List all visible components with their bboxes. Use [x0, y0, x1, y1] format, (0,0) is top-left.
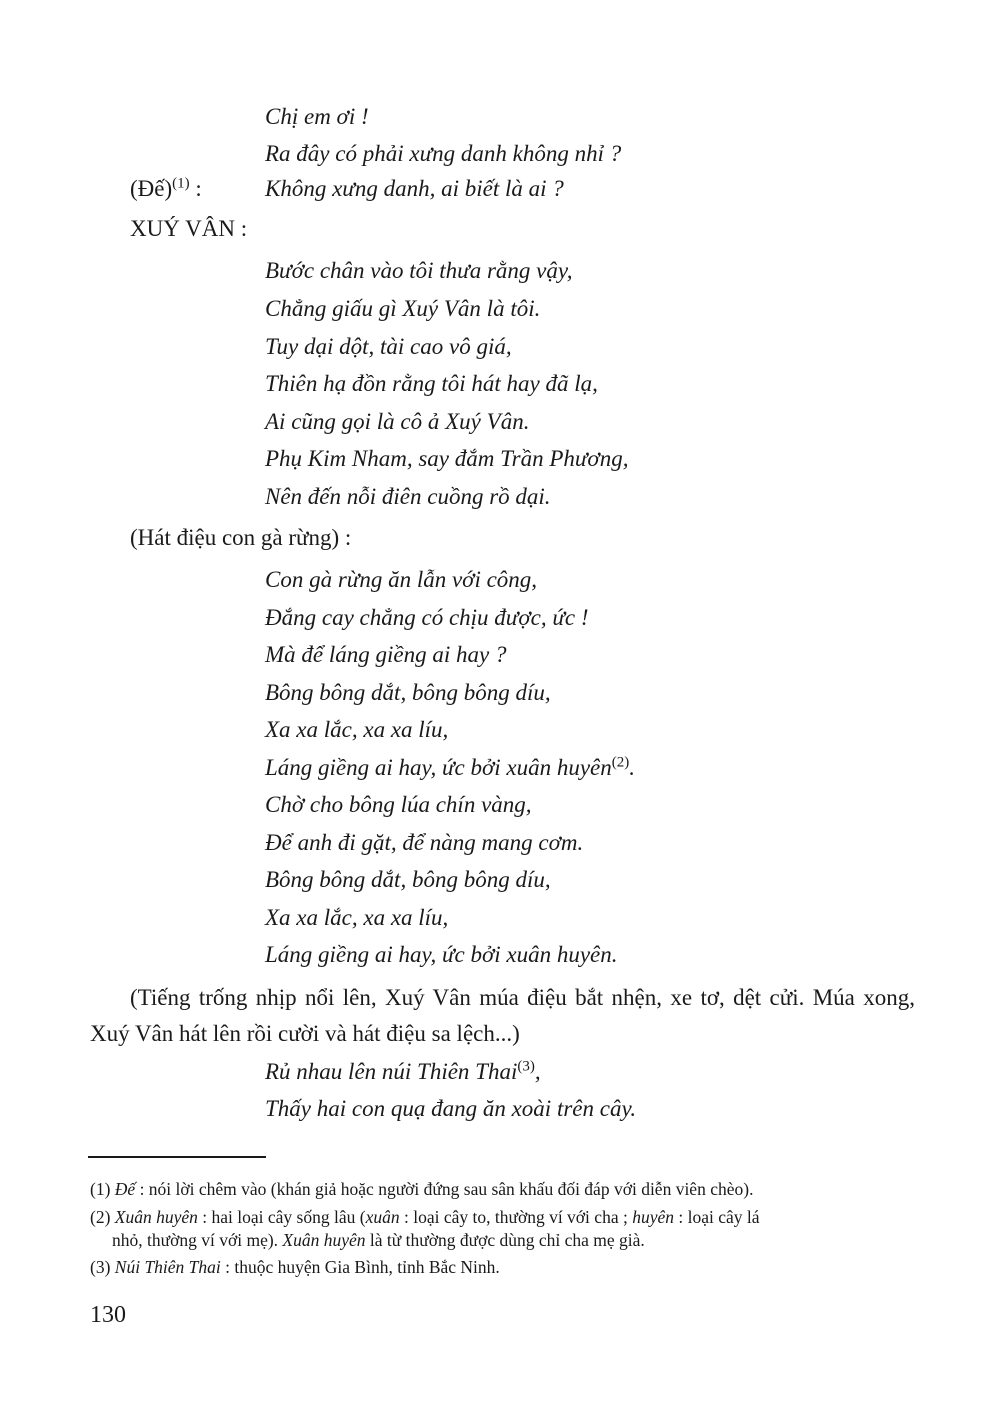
verse-line: Phụ Kim Nham, say đắm Trần Phương, [265, 446, 629, 471]
verse-line: Chờ cho bông lúa chín vàng, [265, 792, 532, 817]
footnote-1: (1) Đế : nói lời chêm vào (khán giả hoặc người đứng sau sân khấu đối đáp với diễn viên chèo). [90, 1179, 754, 1199]
verse-line: Không xưng danh, ai biết là ai ? [265, 176, 564, 201]
verse-line: Thấy hai con quạ đang ăn xoài trên cây. [265, 1096, 637, 1121]
speaker-xuy-van: XUÝ VÂN : [130, 216, 248, 241]
footnote-2: (2) Xuân huyên : hai loại cây sống lâu (xuân : loại cây to, thường ví với cha ; huyên : loại cây lá nhỏ, thường ví với mẹ). Xuân huyên là từ thường được dùng chỉ cha mẹ già. [90, 1207, 760, 1250]
verse-line: Ai cũng gọi là cô ả Xuý Vân. [265, 409, 530, 434]
verse-line: Con gà rừng ăn lẫn với công, [265, 567, 538, 592]
verse-line: Chị em ơi ! [265, 104, 369, 129]
verse-line: Tuy dại dột, tài cao vô giá, [265, 334, 512, 359]
verse-line: Xa xa lắc, xa xa líu, [265, 717, 449, 742]
verse-line: Bông bông dắt, bông bông díu, [265, 867, 551, 892]
verse-line: Bông bông dắt, bông bông díu, [265, 680, 551, 705]
verse-line: Nên đến nỗi điên cuồng rồ dại. [265, 484, 551, 509]
verse-line: Đắng cay chẳng có chịu được, ức ! [265, 605, 589, 630]
verse-line: Láng giềng ai hay, ức bởi xuân huyên$^{(2)}$. [265, 754, 636, 780]
footnote-ref: (1) [172, 175, 190, 192]
verse-line: Thiên hạ đồn rằng tôi hát hay đã lạ, [265, 371, 598, 396]
verse-line: Rủ nhau lên núi Thiên Thai$^{(3)}$, [265, 1058, 541, 1084]
verse-line: Ra đây có phải xưng danh không nhỉ ? [265, 141, 622, 166]
footnote-divider [88, 1156, 266, 1158]
verse-line: Để anh đi gặt, để nàng mang cơm. [265, 830, 584, 855]
verse-line: Xa xa lắc, xa xa líu, [265, 905, 449, 930]
song-label: (Hát điệu con gà rừng) : [130, 525, 352, 550]
stage-direction: (Tiếng trống nhịp nổi lên, Xuý Vân múa điệu bắt nhện, xe tơ, dệt cửi. Múa xong, Xuý Vân hát lên rồi cười và hát điệu sa lệch...) [90, 985, 915, 1046]
verse-line: Mà để láng giềng ai hay ? [265, 642, 507, 667]
speaker-de: (Đế)$^{(1)}$ : [130, 175, 202, 201]
page-number: 130 [90, 1302, 126, 1328]
verse-line: Bước chân vào tôi thưa rằng vậy, [265, 258, 573, 283]
footnote-3: (3) Núi Thiên Thai : thuộc huyện Gia Bình, tỉnh Bắc Ninh. [90, 1257, 500, 1277]
verse-line: Láng giềng ai hay, ức bởi xuân huyên. [265, 942, 618, 967]
footnote-ref: (2) [611, 754, 630, 771]
verse-line: Chẳng giấu gì Xuý Vân là tôi. [265, 296, 541, 321]
footnote-ref: (3) [517, 1058, 535, 1075]
